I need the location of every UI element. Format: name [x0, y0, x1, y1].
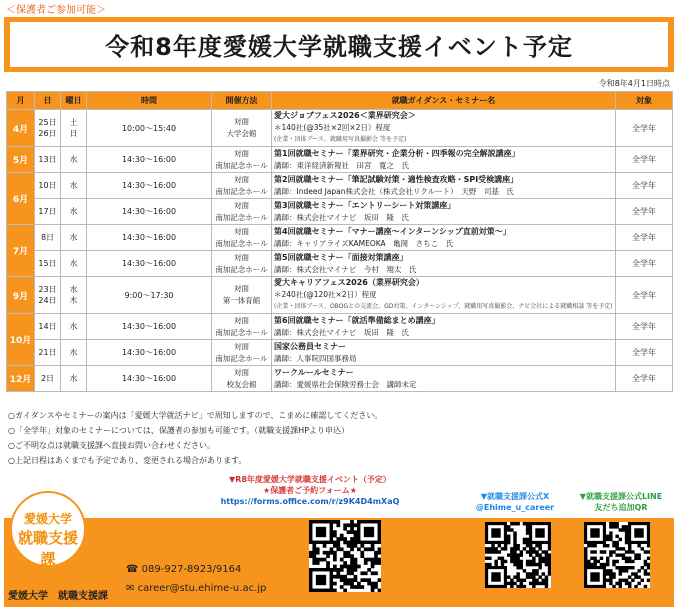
table-row: [7, 110, 673, 147]
x-qr-code[interactable]: [485, 522, 551, 588]
time-cell: 14:30～16:00: [87, 147, 212, 173]
col-month: 月: [7, 92, 35, 110]
method-cell: 対面 南加記念ホール: [212, 199, 272, 225]
time-cell: 14:30～16:00: [87, 225, 212, 251]
seminar-cell: 愛大キャリアフェス2026（業界研究会） ＊240社(@120社×2日）程度 (企業・団体ブース、OBOGとの交流会、GD対策、インターンシップ、就職用写真撮影会、ナビ会社による就職相談 等を予定): [272, 277, 616, 314]
email-address[interactable]: career@stu.ehime-u.ac.jp: [137, 583, 267, 594]
email-line: [126, 579, 266, 598]
time-cell: 10:00～15:40: [87, 110, 212, 147]
note-item: ○上記日程はあくまでも予定であり、変更される場合があります。: [8, 456, 247, 465]
x-handle[interactable]: @Ehime_u_career: [475, 503, 555, 512]
month-cell: 5月: [7, 147, 35, 173]
reservation-promo: [160, 474, 460, 507]
target-cell: 全学年: [616, 366, 673, 392]
table-row: [7, 173, 673, 199]
target-cell: 全学年: [616, 340, 673, 366]
month-cell: 7月: [7, 225, 35, 277]
page-title: 令和8年度愛媛大学就職支援イベント予定: [10, 22, 668, 67]
weekday-cell: 土 日: [61, 110, 87, 147]
event-schedule-table: [6, 91, 673, 392]
day-cell: 17日: [35, 199, 61, 225]
method-cell: 対面 南加記念ホール: [212, 147, 272, 173]
seminar-cell: 第6回就職セミナー「就活準備総まとめ講座」 講師：株式会社マイナビ 坂田 隆 氏: [272, 314, 616, 340]
time-cell: 14:30～16:00: [87, 340, 212, 366]
col-weekday: 曜日: [61, 92, 87, 110]
table-row: [7, 277, 673, 314]
title-banner: [4, 17, 674, 72]
table-row: [7, 366, 673, 392]
day-cell: 13日: [35, 147, 61, 173]
target-cell: 全学年: [616, 199, 673, 225]
seminar-cell: 第1回就職セミナー「業界研究・企業分析・四季報の完全解説講座」 講師：東洋経済新報社 田宮 寛之 氏: [272, 147, 616, 173]
time-cell: 9:00～17:30: [87, 277, 212, 314]
promo-form-label: ★保護者ご予約フォーム★: [263, 486, 357, 495]
method-cell: 対面 第一体育館: [212, 277, 272, 314]
target-cell: 全学年: [616, 314, 673, 340]
time-cell: 14:30～16:00: [87, 173, 212, 199]
seminar-cell: 第2回就職セミナー「筆記試験対策・適性検査攻略・SPI受検講座」 講師：Indeed Japan株式会社（株式会社リクルート） 天野 司基 氏: [272, 173, 616, 199]
note-item: ○ガイダンスやセミナーの案内は「愛媛大学就活ナビ」で周知しますので、こまめに確認してください。: [8, 411, 383, 420]
target-cell: 全学年: [616, 147, 673, 173]
promo-form-url[interactable]: https://forms.office.com/r/z9K4D4mXaQ: [220, 497, 400, 506]
method-cell: 対面 校友会館: [212, 366, 272, 392]
time-cell: 14:30～16:00: [87, 314, 212, 340]
note-item: ○「全学年」対象のセミナーについては、保護者の参加も可能です。（就職支援課HPより申込）: [8, 426, 350, 435]
weekday-cell: 水: [61, 340, 87, 366]
time-cell: 14:30～16:00: [87, 199, 212, 225]
month-cell: 12月: [7, 366, 35, 392]
col-time: 時間: [87, 92, 212, 110]
month-cell: 6月: [7, 173, 35, 225]
weekday-cell: 水: [61, 199, 87, 225]
career-office-logo: 愛媛大学 就職支援課: [10, 491, 86, 567]
method-cell: 対面 南加記念ホール: [212, 314, 272, 340]
weekday-cell: 水: [61, 173, 87, 199]
month-cell: 10月: [7, 314, 35, 366]
weekday-cell: 水: [61, 225, 87, 251]
office-name: 愛媛大学 就職支援課: [8, 591, 108, 602]
contact-info: [126, 560, 266, 598]
day-cell: 23日 24日: [35, 277, 61, 314]
table-header-row: [7, 92, 673, 110]
seminar-cell: 第3回就職セミナー「エントリーシート対策講座」 講師：株式会社マイナビ 坂田 隆 氏: [272, 199, 616, 225]
seminar-cell: 愛大ジョブフェス2026＜業界研究会＞ ＊140社(@35社×2回×2日）程度 (企業・団体ブース、就職用写真撮影会 等を予定): [272, 110, 616, 147]
month-cell: 9月: [7, 277, 35, 314]
target-cell: 全学年: [616, 277, 673, 314]
col-day: 日: [35, 92, 61, 110]
method-cell: 対面 南加記念ホール: [212, 340, 272, 366]
table-row: [7, 340, 673, 366]
day-cell: 8日: [35, 225, 61, 251]
phone-line: [126, 560, 266, 579]
seminar-cell: 第5回就職セミナー「面接対策講座」 講師：株式会社マイナビ 今村 翔太 氏: [272, 251, 616, 277]
notes-list: [8, 408, 382, 468]
method-cell: 対面 南加記念ホール: [212, 225, 272, 251]
note-item: ○ご不明な点は就職支援課へ直接お問い合わせください。: [8, 441, 215, 450]
table-row: [7, 199, 673, 225]
month-cell: 4月: [7, 110, 35, 147]
email-icon: ✉: [126, 583, 135, 594]
table-row: [7, 251, 673, 277]
table-row: [7, 225, 673, 251]
table-row: [7, 314, 673, 340]
time-cell: 14:30～16:00: [87, 366, 212, 392]
phone-number: 089-927-8923/9164: [141, 564, 242, 575]
weekday-cell: 水 木: [61, 277, 87, 314]
as-of-date: 令和8年4月1日時点: [598, 79, 670, 88]
reservation-qr-code[interactable]: [309, 520, 381, 592]
method-cell: 対面 大学会館: [212, 110, 272, 147]
promo-heading: ▼R8年度愛媛大学就職支援イベント（予定）: [229, 475, 391, 484]
line-qr-code[interactable]: [584, 522, 650, 588]
phone-icon: ☎: [126, 564, 139, 575]
weekday-cell: 水: [61, 147, 87, 173]
col-seminar: 就職ガイダンス・セミナー名: [272, 92, 616, 110]
seminar-cell: ワークルールセミナー 講師：愛媛県社会保険労務士会 講師未定: [272, 366, 616, 392]
seminar-cell: 国家公務員セミナー 講師：人事院四国事務局: [272, 340, 616, 366]
day-cell: 10日: [35, 173, 61, 199]
col-target: 対象: [616, 92, 673, 110]
day-cell: 21日: [35, 340, 61, 366]
weekday-cell: 水: [61, 251, 87, 277]
day-cell: 25日 26日: [35, 110, 61, 147]
sns-line-label: ▼就職支援課公式LINE 友だち追加QR: [579, 492, 663, 512]
time-cell: 14:30～16:00: [87, 251, 212, 277]
table-row: [7, 147, 673, 173]
method-cell: 対面 南加記念ホール: [212, 251, 272, 277]
day-cell: 14日: [35, 314, 61, 340]
day-cell: 15日: [35, 251, 61, 277]
target-cell: 全学年: [616, 110, 673, 147]
weekday-cell: 水: [61, 366, 87, 392]
target-cell: 全学年: [616, 225, 673, 251]
target-cell: 全学年: [616, 251, 673, 277]
parents-welcome-label: ＜保護者ご参加可能＞: [6, 5, 106, 16]
seminar-cell: 第4回就職セミナー「マナー講座～インターンシップ直前対策～」 講師：キャリアライズKAMEOKA 亀岡 さちこ 氏: [272, 225, 616, 251]
sns-x-label: ▼就職支援課公式X @Ehime_u_career: [460, 491, 570, 513]
method-cell: 対面 南加記念ホール: [212, 173, 272, 199]
day-cell: 2日: [35, 366, 61, 392]
col-method: 開催方法: [212, 92, 272, 110]
target-cell: 全学年: [616, 173, 673, 199]
weekday-cell: 水: [61, 314, 87, 340]
